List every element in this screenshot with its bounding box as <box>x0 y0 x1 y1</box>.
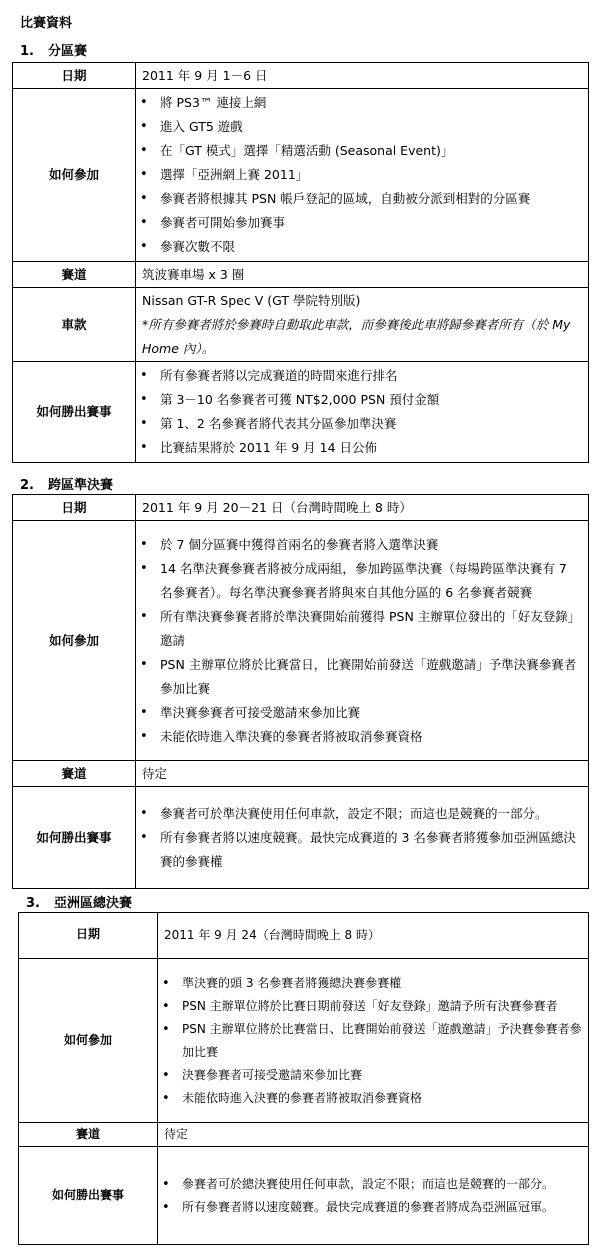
section-1-table <box>12 62 589 463</box>
section-2-heading <box>20 474 113 493</box>
document-title: 比賽資料 <box>20 16 73 31</box>
section-3-number: 3. <box>26 896 40 911</box>
list-item: • 於 7 個分區賽中獲得首兩名的參賽者將入選準決賽 <box>160 533 582 557</box>
s3-win-label: 如何勝出賽事 <box>19 1147 158 1245</box>
s3-win-list <box>158 1171 588 1221</box>
list-item: • 14 名準決賽參賽者將被分成兩組，參加跨區準決賽（每場跨區準決賽有 7 名參賽者）。每名準決賽參賽者將與來自其他分區的 6 名參賽者競賽 <box>160 557 582 605</box>
list-item: • PSN 主辦單位將於比賽當日、比賽開始前發送「遊戲邀請」予決賽參賽者參加比賽 <box>182 1018 582 1064</box>
list-item: • 參賽者可於準決賽使用任何車款，設定不限；而這也是競賽的一部分。 <box>160 802 582 826</box>
s3-join-cell <box>158 959 589 1123</box>
s1-date-value: 2011 年 9 月 1－6 日 <box>136 63 589 89</box>
list-item: • 所有參賽者將以完成賽道的時間來進行排名 <box>160 364 582 388</box>
section-1-heading <box>20 40 87 59</box>
list-item: • 所有參賽者將以速度競賽。最快完成賽道的參賽者將成為亞洲區冠軍。 <box>182 1196 582 1219</box>
section-1-number: 1. <box>20 44 34 59</box>
list-item: • 未能依時進入決賽的參賽者將被取消參賽資格 <box>182 1087 582 1110</box>
section-2-number: 2. <box>20 478 34 493</box>
section-2-title: 跨區準決賽 <box>48 478 114 493</box>
s2-win-label: 如何勝出賽事 <box>13 787 136 889</box>
list-item: • 決賽參賽者可接受邀請來參加比賽 <box>182 1064 582 1087</box>
s2-join-label: 如何參加 <box>13 521 136 761</box>
s3-track-value: 待定 <box>158 1123 589 1147</box>
s1-win-list <box>136 362 588 462</box>
s3-join-list <box>158 970 588 1112</box>
list-item: • 比賽結果將於 2011 年 9 月 14 日公佈 <box>160 436 582 460</box>
s1-win-cell <box>136 362 589 463</box>
s2-date-value: 2011 年 9 月 20－21 日（台灣時間晚上 8 時） <box>136 495 589 521</box>
s2-track-value: 待定 <box>136 761 589 787</box>
s1-win-label: 如何勝出賽事 <box>13 362 136 463</box>
list-item: • 未能依時進入準決賽的參賽者將被取消參賽資格 <box>160 725 582 749</box>
section-3-heading <box>26 892 132 911</box>
section-3-table <box>18 912 589 1245</box>
list-item: • 參賽者將根據其 PSN 帳戶登記的區域，自動被分派到相對的分區賽 <box>160 187 582 211</box>
list-item: • 參賽者可開始參加賽事 <box>160 211 582 235</box>
list-item: • 將 PS3™ 連接上網 <box>160 91 582 115</box>
list-item: • 參賽者可於總決賽使用任何車款，設定不限；而這也是競賽的一部分。 <box>182 1173 582 1196</box>
list-item: • PSN 主辦單位將於比賽日期前發送「好友登錄」邀請予所有決賽參賽者 <box>182 995 582 1018</box>
s2-track-label: 賽道 <box>13 761 136 787</box>
s3-date-value: 2011 年 9 月 24（台灣時間晚上 8 時） <box>158 913 589 959</box>
s2-join-cell <box>136 521 589 761</box>
s2-join-list <box>136 531 588 751</box>
list-item: • 在「GT 模式」選擇「精選活動 (Seasonal Event)」 <box>160 139 582 163</box>
s1-date-label: 日期 <box>13 63 136 89</box>
s1-car-note: *所有參賽者將於參賽時自動取此車款，而參賽後此車將歸參賽者所有（於 My Home 內）。 <box>142 316 571 356</box>
s2-win-list <box>136 800 588 876</box>
list-item: • 準決賽的頭 3 名參賽者將獲總決賽參賽權 <box>182 972 582 995</box>
s3-date-label: 日期 <box>19 913 158 959</box>
s1-join-cell <box>136 89 589 262</box>
list-item: • 進入 GT5 遊戲 <box>160 115 582 139</box>
list-item: • 第 3－10 名參賽者可獲 NT$2,000 PSN 預付金額 <box>160 388 582 412</box>
s3-win-cell <box>158 1147 589 1245</box>
s2-win-cell <box>136 787 589 889</box>
s1-car-value: Nissan GT-R Spec V (GT 學院特別版) <box>142 292 361 308</box>
s1-join-list <box>136 89 588 261</box>
s1-car-cell <box>136 288 589 362</box>
section-2-table <box>12 494 589 889</box>
list-item: • 準決賽參賽者可接受邀請來參加比賽 <box>160 701 582 725</box>
list-item: • 所有參賽者將以速度競賽。最快完成賽道的 3 名參賽者將獲參加亞洲區總決賽的參賽權 <box>160 826 582 874</box>
s1-track-value: 筑波賽車場 x 3 圈 <box>136 262 589 288</box>
s1-car-label: 車款 <box>13 288 136 362</box>
section-1-title: 分區賽 <box>48 44 88 59</box>
s1-track-label: 賽道 <box>13 262 136 288</box>
list-item: • 第 1、2 名參賽者將代表其分區參加準決賽 <box>160 412 582 436</box>
s1-join-label: 如何參加 <box>13 89 136 262</box>
section-3-title: 亞洲區總決賽 <box>54 896 133 911</box>
list-item: • 參賽次數不限 <box>160 235 582 259</box>
s3-join-label: 如何參加 <box>19 959 158 1123</box>
s2-date-label: 日期 <box>13 495 136 521</box>
list-item: • PSN 主辦單位將於比賽當日，比賽開始前發送「遊戲邀請」予準決賽參賽者參加比賽 <box>160 653 582 701</box>
list-item: • 選擇「亞洲網上賽 2011」 <box>160 163 582 187</box>
s3-track-label: 賽道 <box>19 1123 158 1147</box>
list-item: • 所有準決賽參賽者將於準決賽開始前獲得 PSN 主辦單位發出的「好友登錄」邀請 <box>160 605 582 653</box>
